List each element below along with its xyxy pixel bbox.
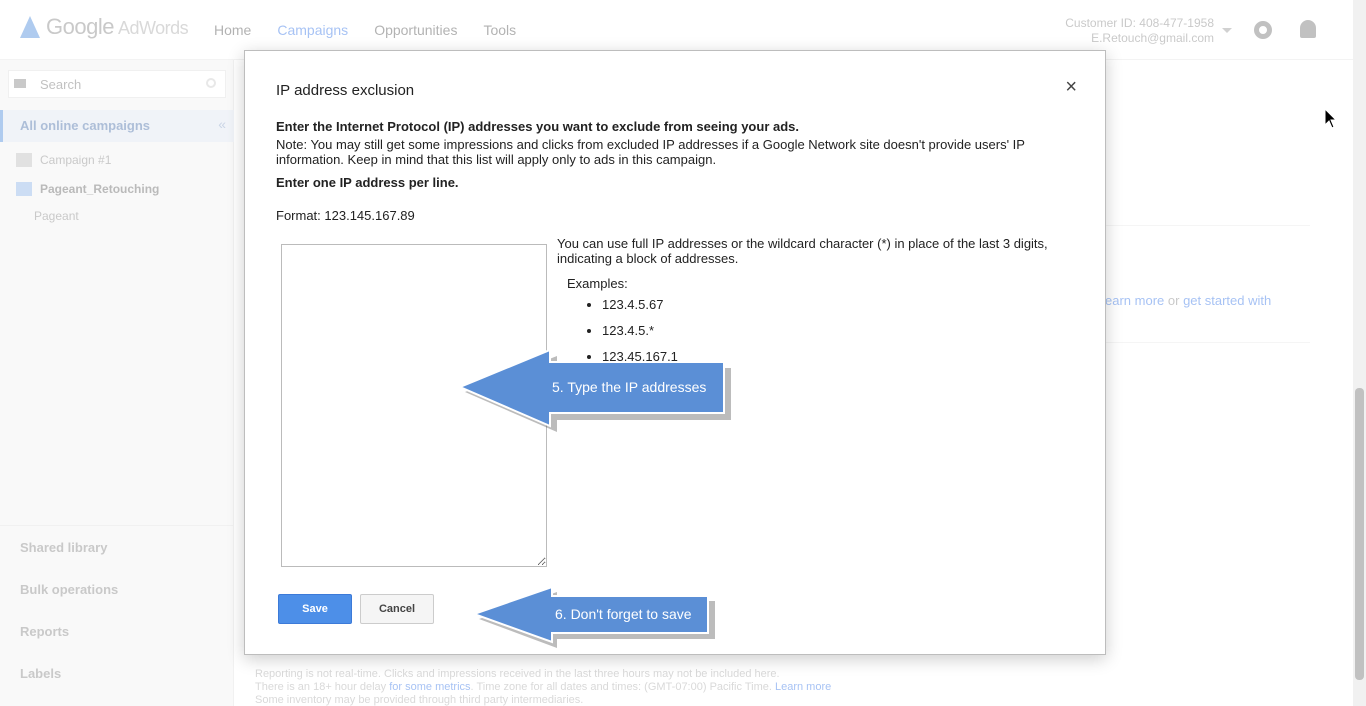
instructions-note: Note: You may still get some impressions and clicks from excluded IP addresses if a Google Network site doesn't provide users' IP information. Keep in mind that this list will apply only to ads in this campaign.: [276, 137, 1025, 167]
cancel-button[interactable]: Cancel: [360, 594, 434, 624]
format-example: Format: 123.145.167.89: [276, 208, 415, 223]
save-button[interactable]: Save: [278, 594, 352, 624]
page-scrollbar[interactable]: [1353, 0, 1366, 706]
callout-step-5-label: 5. Type the IP addresses: [552, 379, 707, 395]
examples-label: Examples:: [567, 276, 628, 291]
callout-step-5: [458, 346, 730, 432]
wildcard-help: You can use full IP addresses or the wildcard character (*) in place of the last 3 digits, indicating a block of addresses.: [557, 236, 1048, 266]
instructions-heading: Enter the Internet Protocol (IP) addresses you want to exclude from seeing your ads.: [276, 119, 800, 134]
scrollbar-thumb[interactable]: [1355, 388, 1364, 680]
dialog-title: IP address exclusion: [276, 82, 415, 99]
example-item: • 123.45.167.1: [602, 349, 678, 364]
example-item: • 123.4.5.*: [602, 323, 678, 338]
example-item: • 123.4.5.67: [602, 297, 678, 312]
mouse-cursor-icon: [1325, 109, 1337, 132]
instructions: [276, 119, 1066, 167]
close-icon[interactable]: ×: [1065, 76, 1077, 98]
callout-step-6: [472, 585, 714, 649]
per-line-instruction: Enter one IP address per line.: [276, 175, 459, 190]
callout-step-6-label: 6. Don't forget to save: [555, 606, 692, 622]
